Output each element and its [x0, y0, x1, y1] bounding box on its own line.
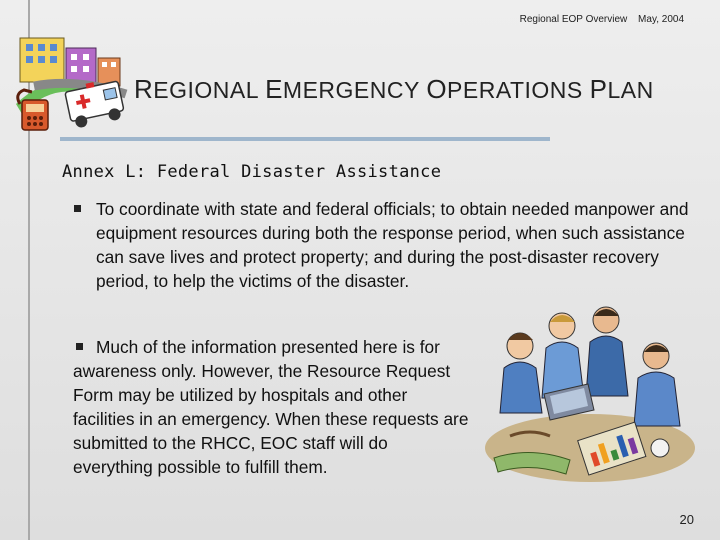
city-ambulance-clipart: [16, 34, 142, 134]
bullet-text: Much of the information presented here is for awareness only. However, the Resource Request Form may be utilized by hospitals and other facilities in an emergency. When these requests are submitted to the RHCC, EOC staff will do everything possible to fulfill them.: [73, 337, 469, 477]
bullet-text: To coordinate with state and federal officials; to obtain needed manpower and equipment resources during both the response period, when such assistance can save lives and protect property; and during the post-disaster recovery period, to help the victims of the disaster.: [96, 199, 689, 291]
annex-subtitle: Annex L: Federal Disaster Assistance: [62, 162, 442, 182]
bullet-marker: [74, 205, 81, 212]
title-underline: [60, 137, 550, 141]
doc-date: May, 2004: [638, 14, 684, 25]
doc-name: Regional EOP Overview: [519, 14, 628, 25]
header-note: [520, 14, 684, 25]
page-number: 20: [679, 512, 694, 527]
slide-title: REGIONAL EMERGENCY OPERATIONS PLAN: [134, 74, 654, 104]
team-meeting-clipart: [470, 298, 700, 498]
